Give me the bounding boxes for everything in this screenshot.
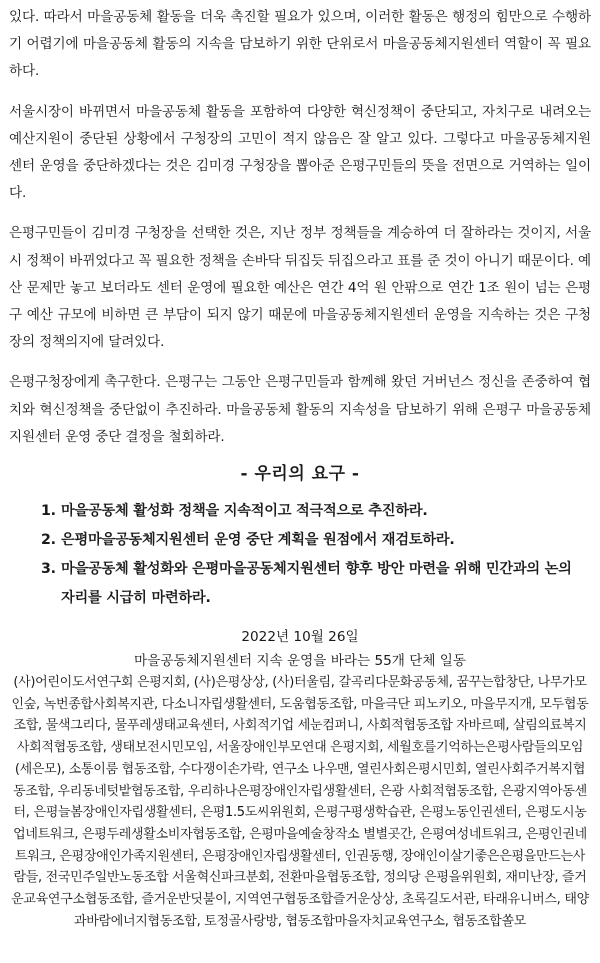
paragraph-4: 은평구청장에게 촉구한다. 은평구는 그동안 은평구민들과 함께해 왔던 거버넌스 정신을 존중하여 협치와 혁신정책을 중단없이 추진하라. 마을공동체 활동의 지속성을 담보하기 위해 은평구 마을공동체지원센터 운영 중단 결정을 철회하라.: [9, 374, 591, 445]
paragraph-spacer: [9, 207, 591, 220]
statement-date: 2022년 10월 26일: [241, 629, 359, 646]
demand-text: 은평마을공동체지원센터 운영 중단 계획을 원점에서 재검토하라.: [61, 532, 455, 549]
paragraph-spacer: [9, 356, 591, 369]
demand-number: 2.: [41, 532, 56, 549]
paragraph-spacer: [9, 86, 591, 99]
paragraph-2: 서울시장이 바뀌면서 마을공동체 활동을 포함하여 다양한 혁신정책이 중단되고, 자치구로 내려오는 예산지원이 중단된 상황에서 구청장의 고민이 적지 않음은 잘 알고 있다. 그렇다고 마을공동체지원센터 운영을 중단하겠다는 것은 김미경 구청장을 뽑아준 은평구민들의 뜻을 전면으로 거역하는 일이다.: [9, 103, 591, 202]
demand-text: 마을공동체 활성화와 은평마을공동체지원센터 향후 방안 마련을 위해 민간과의 논의 자리를 시급히 마련하라.: [61, 561, 572, 607]
paragraph-1: 있다. 따라서 마을공동체 활동을 더욱 촉진할 필요가 있으며, 이러한 활동은 행정의 힘만으로 수행하기 어렵기에 마을공동체 활동의 지속을 담보하기 위한 단위로서 마을공동체지원센터 역할이 꼭 필요하다.: [9, 9, 591, 80]
signers-list: (사)어린이도서연구회 은평지회, (사)은평상상, (사)터울림, 갈곡리다문화공동체, 꿈꾸는합창단, 나무가모인숲, 녹번종합사회복지관, 다소니자립생활센터, 도움협동조합, 마을극단 피노키오, 마을무지개, 모두협동조합, 물색그리다, 물푸레생태교육센터, 사회적기업 세눈컴퍼니, 사회적협동조합 자바르떼, 살림의료복지사회적협동조합, 생태보전시민모임, 서울장애인부모연대 은평지회, 세월호를기억하는은평사람들의모임(세은모), 소통이룸 협동조합, 수다쟁이손가락, 연구소 나우맨, 열린사회은평시민회, 열린사회주거복지협동조합, 우리동네텃밭협동조합, 우리하나은평장애인자립생활센터, 은광 사회적협동조합, 은광지역아동센터, 은평늘봄장애인자립생활센터, 은평1.5도씨위원회, 은평구평생학습관, 은평노동인권센터, 은평도시농업네트워크, 은평두레생활소비자협동조합, 은평마을예술창작소 별별곳간, 은평여성네트워크, 은평인권네트워크, 은평장애인가족지원센터, 은평장애인자립생활센터, 인권동행, 장애인이살기좋은은평을만드는사람들, 전국민주일반노동조합 서울혁신파크분회, 전환마을협동조합, 정의당 은평을위원회, 재미난장, 즐거운교육연구소협동조합, 즐거운반딧불이, 지역연구협동조합즐거운상상, 초록길도서관, 타래유니버스, 태양과바람에너지협동조합, 토정골사랑방, 협동조합마을자치교육연구소, 협동조합쏠모: [11, 675, 589, 929]
demand-item: [41, 555, 581, 613]
demands-list: [9, 497, 591, 613]
demand-number: 3.: [41, 561, 56, 578]
signers-title: 마을공동체지원센터 지속 운영을 바라는 55개 단체 일동: [133, 653, 467, 670]
demand-item: [41, 497, 581, 526]
demand-item: [41, 526, 581, 555]
paragraph-3: 은평구민들이 김미경 구청장을 선택한 것은, 지난 정부 정책들을 계승하여 더 잘하라는 것이지, 서울시 정책이 바뀌었다고 꼭 필요한 정책을 손바닥 뒤집듯 뒤집으라고 표를 준 것이 아니기 때문이다. 예산 문제만 놓고 보더라도 센터 운영에 필요한 예산은 연간 4억 원 안팎으로 연간 1조 원이 넘는 은평구 예산 규모에 비하면 큰 부담이 되지 않기 때문에 마을공동체지원센터 운영을 지속하는 것은 구청장의 정책의지에 달려있다.: [9, 225, 591, 351]
demands-heading: - 우리의 요구 -: [240, 464, 360, 485]
demand-number: 1.: [41, 503, 56, 520]
demand-text: 마을공동체 활성화 정책을 지속적이고 적극적으로 추진하라.: [61, 503, 428, 520]
